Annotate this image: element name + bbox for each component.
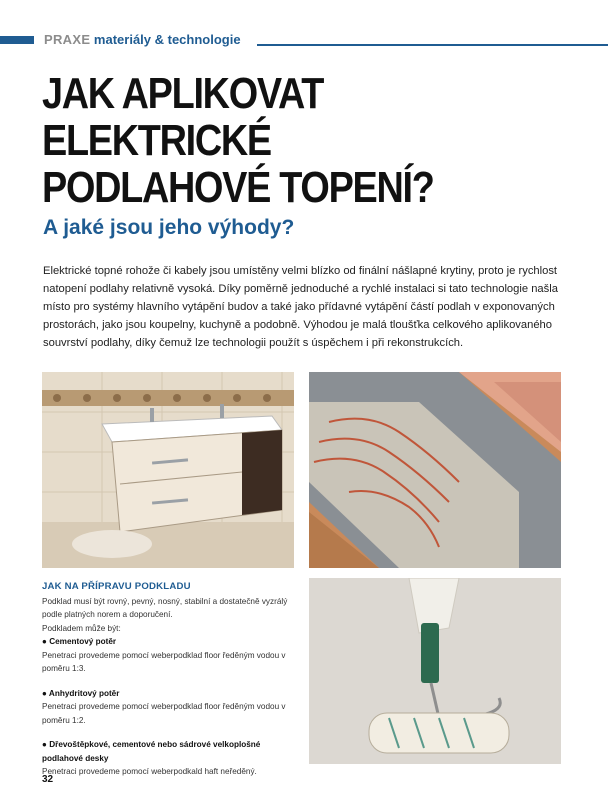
sidebar-item-1-text: Penetraci provedeme pomocí weberpodklad floor ředěným vodou v poměru 1:3. xyxy=(42,650,286,673)
title-line-3: PODLAHOVÉ TOPENÍ? xyxy=(42,163,434,212)
header-accent-bar xyxy=(0,36,34,44)
bathroom-photo xyxy=(42,372,294,568)
article-subtitle: A jaké jsou jeho výhody? xyxy=(43,216,295,239)
title-line-2: ELEKTRICKÉ xyxy=(42,116,271,165)
sidebar-item-1-name: ● Cementový potěr xyxy=(42,637,117,646)
preparation-sidebar xyxy=(42,580,300,779)
title-line-1: JAK APLIKOVAT xyxy=(42,69,324,118)
sidebar-item-2-text: Penetraci provedeme pomocí weberpodklad floor ředěným vodou v poměru 1:2. xyxy=(42,702,286,725)
header-topic: materiály & technologie xyxy=(93,32,241,47)
sidebar-item-3-text: Penetraci provedeme pomocí weberpodkald haft neředěný. xyxy=(42,767,257,776)
heating-mat-photo xyxy=(309,372,561,568)
header-rule xyxy=(257,44,608,46)
article-title xyxy=(42,70,489,211)
page-number: 32 xyxy=(42,774,54,785)
running-header xyxy=(44,32,241,47)
intro-paragraph: Elektrické topné rohože či kabely jsou umístěny velmi blízko od finální nášlapné krytiny, proto je rychlost natopení podlahy relativně vysoká. Díky poměrně jednoduché a rychlé instalaci si tato technologie našla místo pro systémy hlavního vytápění budov a také jako přídavné vytápění částí podlah v exponovaných prostorách, jako jsou koupelny, kuchyně a podobně. Výhodou je malá tloušťka celkového aplikovaného souvrství podlahy, díky čemuž lze technologii použít s úspěchem i při rekonstrukcích. xyxy=(43,265,558,349)
sidebar-item-3-name: ● Dřevoštěpkové, cementové nebo sádrové velkoplošné podlahové desky xyxy=(42,740,261,763)
header-section: PRAXE xyxy=(44,32,91,47)
sidebar-item-2-name: ● Anhydritový potěr xyxy=(42,688,120,698)
roller-photo xyxy=(309,578,561,764)
sidebar-paragraph-2: Podkladem může být: xyxy=(42,623,121,633)
sidebar-title: JAK NA PŘÍPRAVU PODKLADU xyxy=(42,581,191,592)
sidebar-paragraph-1: Podklad musí být rovný, pevný, nosný, stabilní a dostatečně vyzrálý podle platných norem a doporučení. xyxy=(42,596,288,619)
